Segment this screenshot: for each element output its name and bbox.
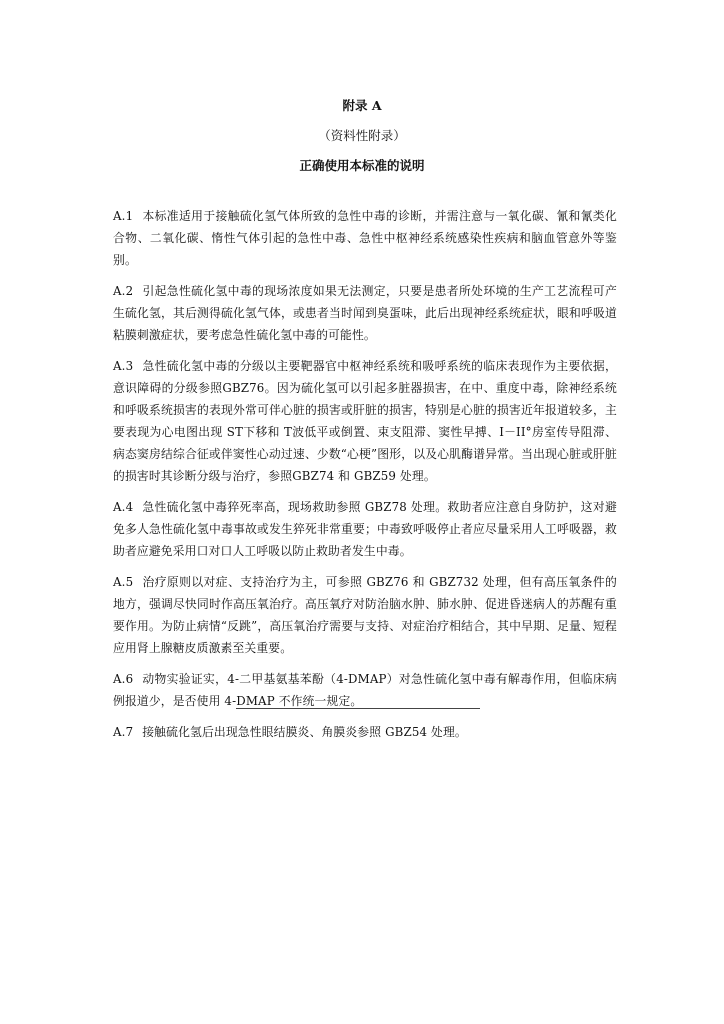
- clause-text: 引起急性硫化氢中毒的现场浓度如果无法测定，只要是患者所处环境的生产工艺流程可产生硫化氢，其后测得硫化氢气体，或患者当时闻到臭蛋味，此后出现神经系统症状，眼和呼吸道粘膜刺激症状，要考虑急性硫化氢中毒的可能性。: [113, 284, 617, 342]
- paragraph-a1: [113, 205, 617, 271]
- clause-number: A.7: [113, 725, 134, 739]
- clause-text: 本标准适用于接触硫化氢气体所致的急性中毒的诊断，并需注意与一氧化碳、氰和氰类化合物、二氧化碳、惰性气体引起的急性中毒、急性中枢神经系统感染性疾病和脑血管意外等鉴别。: [113, 209, 617, 267]
- clause-number: A.1: [113, 209, 134, 223]
- clause-number: A.2: [113, 284, 134, 298]
- paragraph-a7: [113, 721, 617, 743]
- clause-text: 接触硫化氢后出现急性眼结膜炎、角膜炎参照 GBZ54 处理。: [142, 725, 467, 739]
- informative-label: （资料性附录）: [318, 128, 406, 143]
- section-title: 正确使用本标准的说明: [299, 158, 425, 173]
- clause-number: A.3: [113, 359, 134, 373]
- body-text: [113, 205, 617, 752]
- appendix-heading: 附录 A: [342, 98, 382, 113]
- end-rule: [236, 708, 480, 709]
- paragraph-a4: [113, 496, 617, 562]
- clause-text: 急性硫化氢中毒猝死率高，现场救助参照 GBZ78 处理。救助者应注意自身防护，这对避免多人急性硫化氢中毒事故或发生猝死非常重要；中毒致呼吸停止者应尽量采用人工呼吸器，救助者应避免采用口对口人工呼吸以防止救助者发生中毒。: [113, 500, 617, 558]
- clause-number: A.5: [113, 575, 134, 589]
- clause-text: 动物实验证实，4-二甲基氨基苯酚（4-DMAP）对急性硫化氢中毒有解毒作用，但临床病例报道少，是否使用 4-DMAP 不作统一规定。: [113, 672, 617, 708]
- paragraph-a6: [113, 668, 617, 712]
- clause-number: A.6: [113, 672, 134, 686]
- clause-text: 治疗原则以对症、支持治疗为主，可参照 GBZ76 和 GBZ732 处理，但有高压氧条件的地方，强调尽快同时作高压氧治疗。高压氧疗对防治脑水肿、肺水肿、促进昏迷病人的苏醒有重要作用。为防止病情“反跳”，高压氧治疗需要与支持、对症治疗相结合，其中早期、足量、短程应用肾上腺糖皮质激素至关重要。: [113, 575, 617, 655]
- paragraph-a5: [113, 571, 617, 659]
- clause-text: 急性硫化氢中毒的分级以主要靶器官中枢神经系统和吸呼系统的临床表现作为主要依据，意识障碍的分级参照GBZ76。因为硫化氢可以引起多脏器损害，在中、重度中毒，除神经系统和呼吸系统损害的表现外常可伴心脏的损害或肝脏的损害，特别是心脏的损害近年报道较多，主要表现为心电图出现 ST下移和 T波低平或倒置、束支阻滞、窦性早搏、I－II°房室传导阻滞、病态窦房结综合征或伴窦性心动过速、少数“心梗”图形，以及心肌酶谱异常。当出现心脏或肝脏的损害时其诊断分级与治疗，参照GBZ74 和 GBZ59 处理。: [113, 359, 617, 483]
- paragraph-a3: [113, 355, 617, 487]
- paragraph-a2: [113, 280, 617, 346]
- clause-number: A.4: [113, 500, 134, 514]
